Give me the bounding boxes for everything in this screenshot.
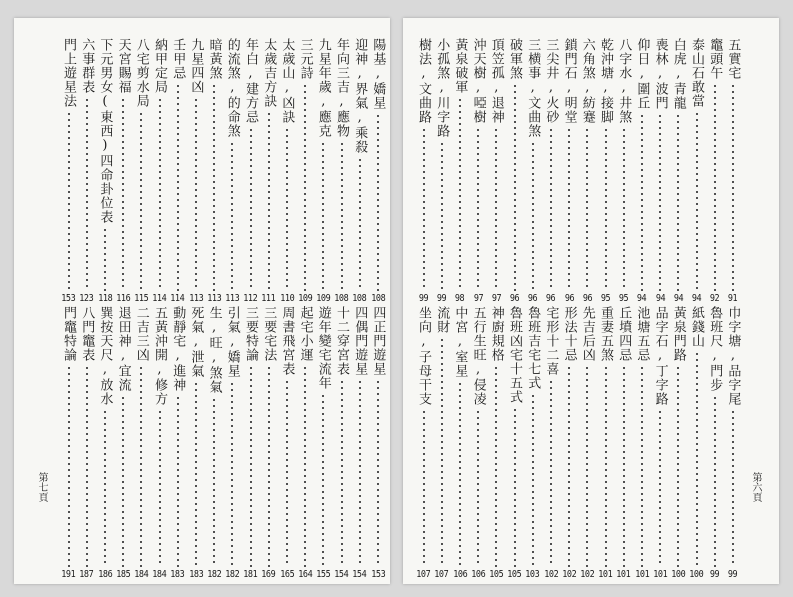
dot-leader [341,141,343,291]
toc-entry [206,38,223,304]
toc-entry [78,38,95,304]
dot-leader [677,365,679,567]
toc-entry-page-number: 182 [225,569,240,580]
dot-leader [732,83,734,291]
toc-entry-title: 泰山石敢當 [689,38,704,108]
toc-entry-title: 竈頭午 [707,38,723,80]
toc-entry-title: 三元詩 [297,38,313,80]
toc-entry [260,306,277,580]
toc-entry-page-number: 102 [543,569,558,580]
toc-entry [297,306,314,580]
dot-leader [696,111,698,291]
toc-entry-page-number: 113 [207,293,222,304]
toc-entry-page-number: 94 [691,293,702,304]
toc-entry-title: 巾字塘,品字尾 [725,306,741,406]
toc-entry-page-number: 108 [370,293,385,304]
toc-entry-page-number: 92 [709,293,720,304]
dot-leader [250,365,252,567]
toc-entry-page-number: 155 [316,569,331,580]
toc-entry [597,306,614,580]
toc-entry-page-number: 96 [509,293,520,304]
toc-entry-title: 流財 [434,306,450,334]
dot-leader [441,337,443,567]
dot-leader [68,111,70,291]
toc-entry-page-number: 187 [79,569,94,580]
toc-entry-title: 三横事,文曲煞 [525,38,541,138]
toc-entry [60,306,77,580]
toc-entry-page-number: 96 [546,293,556,304]
toc-entry-title: 四正門遊星 [370,306,386,376]
dot-leader [304,83,306,291]
toc-entry [433,306,450,580]
toc-entry-page-number: 116 [116,293,131,304]
dot-leader [423,409,425,567]
dot-leader [641,365,643,567]
toc-entry-page-number: 97 [491,293,501,304]
dot-leader [322,393,324,567]
toc-entry-page-number: 99 [436,293,447,304]
toc-entry-page-number: 103 [525,569,540,580]
toc-entry-page-number: 118 [97,293,112,304]
toc-entry [242,38,259,304]
dot-leader [514,407,516,567]
toc-entry-title: 重妻五煞 [598,306,613,362]
toc-entry-page-number: 123 [79,293,94,304]
toc-entry-page-number: 105 [489,569,504,580]
toc-entry-title: 神廚規格 [488,306,504,362]
dot-leader [696,351,698,567]
toc-entry-page-number: 99 [728,569,738,580]
dot-leader [104,409,106,567]
dot-leader [732,409,734,567]
toc-entry-title: 小孤煞,川字路 [434,38,450,138]
toc-entry [351,38,368,304]
toc-entry-title: 魯班尺,門步 [707,306,723,392]
toc-entry [470,306,487,580]
toc-entry-page-number: 108 [352,293,367,304]
toc-entry [524,306,541,580]
toc-entry-page-number: 186 [97,569,112,580]
toc-entry-title: 陽基,嬌星 [370,38,386,110]
toc-entry [187,306,204,580]
toc-entry-title: 喪林,波門 [652,38,668,110]
dot-leader [459,381,461,567]
toc-entry-page-number: 154 [352,569,367,580]
toc-entry-title: 起宅小運 [297,306,313,362]
toc-entry-page-number: 113 [225,293,240,304]
toc-entry-page-number: 183 [170,569,185,580]
toc-entry [115,38,132,304]
toc-entry [224,38,241,304]
left-page-folio: 第七頁 [36,472,47,502]
dot-leader [714,83,716,291]
left-page [14,18,390,584]
toc-entry [351,306,368,580]
toc-entry-page-number: 101 [653,569,668,580]
toc-entry-page-number: 95 [618,293,629,304]
toc-entry-title: 九星四凶 [188,38,204,94]
toc-entry-title: 仰日,圍丘 [634,38,650,110]
toc-entry [169,38,186,304]
toc-entry-page-number: 98 [455,293,465,304]
toc-entry [597,38,614,304]
toc-entry [133,38,150,304]
toc-entry-page-number: 181 [243,569,258,580]
dot-leader [659,409,661,567]
toc-entry [315,38,332,304]
toc-entry [115,306,132,580]
toc-entry [470,38,487,304]
dot-leader [322,141,324,291]
toc-entry-title: 丘墳四忌 [616,306,632,362]
toc-entry-page-number: 91 [728,293,738,304]
toc-entry-title: 白虎,青龍 [670,38,686,110]
toc-entry-page-number: 182 [207,569,222,580]
toc-entry-title: 黃泉破軍 [452,38,468,94]
toc-entry-page-number: 94 [673,293,683,304]
toc-entry-title: 池塘五忌 [634,306,650,362]
toc-entry-title: 紙錢山 [689,306,704,348]
toc-entry [488,306,505,580]
toc-entry [451,38,468,304]
toc-entry-title: 先吉后凶 [579,306,595,362]
toc-entry-title: 五行生旺,侵凌 [470,306,486,406]
dot-leader [586,127,588,291]
toc-entry-title: 下元男女(東西)四命卦位表 [97,38,113,224]
toc-entry-title: 納甲定局 [152,38,167,94]
dot-leader [122,395,124,567]
toc-entry-page-number: 191 [61,569,76,580]
toc-entry-page-number: 95 [600,293,611,304]
toc-entry [670,306,687,580]
toc-entry-page-number: 109 [298,293,313,304]
toc-entry-page-number: 164 [298,569,313,580]
toc-entry-title: 的流煞,的命煞 [224,38,240,138]
toc-entry-title: 壬甲忌 [170,38,186,80]
toc-entry-title: 品字石,丁字路 [652,306,668,406]
toc-entry-title: 五實宅 [725,38,741,80]
dot-leader [605,127,607,291]
toc-entry [652,38,669,304]
toc-entry-page-number: 165 [279,569,294,580]
toc-entry-title: 太歲吉方訣 [261,38,277,108]
dot-leader [86,365,88,567]
toc-entry [242,306,259,580]
toc-entry [706,38,723,304]
toc-entry [615,306,632,580]
dot-leader [195,381,197,567]
dot-leader [231,141,233,291]
toc-entry [615,38,632,304]
dot-leader [140,365,142,567]
toc-entry-page-number: 99 [709,569,720,580]
dot-leader [286,379,288,567]
toc-entry-page-number: 102 [562,569,577,580]
dot-leader [659,113,661,291]
dot-leader [514,83,516,291]
toc-entry-page-number: 112 [243,293,258,304]
toc-entry-title: 巽按天尺,放水 [97,306,113,406]
toc-entry-page-number: 184 [152,569,167,580]
toc-entry [278,306,295,580]
dot-leader [550,379,552,567]
toc-entry [561,38,578,304]
dot-leader [359,157,361,291]
toc-entry-title: 坐向,子母干支 [416,306,431,406]
toc-entry-page-number: 115 [134,293,149,304]
toc-entry [561,306,578,580]
dot-leader [377,379,379,567]
toc-entry-page-number: 96 [527,293,538,304]
toc-entry-title: 魯班吉宅七式 [525,306,541,390]
toc-entry-title: 三尖井,火砂 [543,38,559,124]
toc-entry-page-number: 153 [370,569,385,580]
toc-entry-title: 乾沖塘,接脚 [598,38,613,124]
dot-leader [641,113,643,291]
toc-entry-page-number: 105 [507,569,522,580]
toc-entry-title: 門上遊星法 [61,38,76,108]
toc-entry [187,38,204,304]
toc-entry [278,38,295,304]
dot-leader [104,227,106,291]
toc-entry [524,38,541,304]
toc-entry-page-number: 101 [634,569,649,580]
toc-entry [224,306,241,580]
toc-entry-title: 中宮,室星 [452,306,468,378]
toc-entry [652,306,669,580]
toc-entry [451,306,468,580]
dot-leader [213,83,215,291]
toc-entry-title: 四偶門遊星 [352,306,368,376]
toc-entry [488,38,505,304]
dot-leader [623,127,625,291]
toc-entry [415,38,432,304]
toc-entry [542,306,559,580]
dot-leader [714,395,716,567]
toc-entry-title: 遊年變宅流年 [315,306,331,390]
toc-entry-page-number: 153 [61,293,76,304]
toc-entry [433,38,450,304]
toc-entry-title: 黃泉門路 [670,306,686,362]
dot-leader [268,365,270,567]
toc-entry [169,306,186,580]
toc-entry-title: 五黃沖開,修方 [152,306,167,406]
toc-entry-title: 鎖門石,明堂 [561,38,577,124]
toc-entry-title: 六角煞,紡蹇 [579,38,595,124]
dot-leader [213,397,215,567]
toc-entry-title: 年白,建方忌 [243,38,258,124]
dot-leader [532,393,534,567]
toc-entry-page-number: 97 [473,293,483,304]
toc-entry [633,38,650,304]
dot-leader [568,127,570,291]
toc-entry-title: 八字水,井煞 [616,38,632,124]
toc-entry-page-number: 184 [134,569,149,580]
dot-leader [159,409,161,567]
toc-entry-title: 魯班凶宅十五式 [507,306,522,404]
dot-leader [495,127,497,291]
toc-entry [688,38,705,304]
toc-entry [633,306,650,580]
toc-entry-title: 沖天樹,啞樹 [470,38,486,124]
toc-entry-page-number: 101 [598,569,613,580]
toc-entry-page-number: 113 [188,293,203,304]
toc-entry-page-number: 110 [279,293,294,304]
toc-entry-page-number: 100 [671,569,686,580]
toc-entry [297,38,314,304]
dot-leader [286,127,288,291]
toc-entry-page-number: 106 [471,569,486,580]
toc-entry-title: 樹法,文曲路 [416,38,431,124]
toc-entry [688,306,705,580]
toc-entry [260,38,277,304]
toc-entry-title: 引氣,嬌星 [224,306,240,378]
dot-leader [177,83,179,291]
toc-entry [60,38,77,304]
toc-entry-page-number: 183 [188,569,203,580]
toc-entry-title: 八宅剪水局 [133,38,149,108]
dot-leader [677,113,679,291]
toc-entry [96,306,113,580]
toc-entry-title: 太歲山,凶訣 [279,38,295,124]
dot-leader [268,111,270,291]
dot-leader [532,141,534,291]
toc-entry-title: 三要特論 [243,306,258,362]
toc-entry-title: 退田神,宜流 [115,306,131,392]
dot-leader [177,395,179,567]
dot-leader [341,379,343,567]
dot-leader [359,379,361,567]
right-page-folio: 第六頁 [750,472,761,502]
toc-entry [724,38,741,304]
dot-leader [68,365,70,567]
toc-entry [369,306,386,580]
toc-entry [206,306,223,580]
toc-entry-title: 頂笠孤,退神 [488,38,504,124]
toc-entry-page-number: 102 [580,569,595,580]
toc-entry-page-number: 99 [418,293,429,304]
dot-leader [423,127,425,291]
toc-entry-page-number: 107 [416,569,431,580]
toc-entry-page-number: 169 [261,569,276,580]
toc-entry [579,306,596,580]
toc-entry [415,306,432,580]
toc-entry-page-number: 100 [689,569,704,580]
right-page [403,18,779,584]
toc-entry-page-number: 109 [316,293,331,304]
toc-entry-page-number: 106 [452,569,467,580]
toc-entry-title: 破軍煞 [507,38,522,80]
dot-leader [250,127,252,291]
toc-entry-title: 八門竈表 [79,306,95,362]
toc-entry [369,38,386,304]
toc-entry-page-number: 101 [616,569,631,580]
toc-entry [506,38,523,304]
dot-leader [495,365,497,567]
toc-entry-title: 年向三吉,應物 [334,38,349,138]
toc-entry-page-number: 96 [564,293,574,304]
toc-entry-page-number: 108 [334,293,349,304]
toc-entry-page-number: 114 [152,293,167,304]
toc-entry [78,306,95,580]
toc-entry [706,306,723,580]
dot-leader [605,365,607,567]
dot-leader [304,365,306,567]
dot-leader [122,97,124,291]
toc-entry [151,306,168,580]
dot-leader [140,111,142,291]
toc-entry [96,38,113,304]
dot-leader [477,409,479,567]
toc-entry-title: 暗黃煞 [206,38,222,80]
toc-entry-page-number: 94 [655,293,665,304]
toc-entry-page-number: 154 [334,569,349,580]
toc-entry-title: 宅形十二喜 [543,306,559,376]
toc-entry-page-number: 111 [261,293,276,304]
toc-entry [579,38,596,304]
toc-entry [315,306,332,580]
toc-entry-page-number: 185 [116,569,131,580]
toc-entry [133,306,150,580]
dot-leader [586,365,588,567]
toc-entry-title: 十二穿宮表 [334,306,349,376]
dot-leader [568,365,570,567]
dot-leader [159,97,161,291]
dot-leader [377,113,379,291]
dot-leader [231,381,233,567]
toc-entry-page-number: 96 [582,293,592,304]
dot-leader [459,97,461,291]
toc-entry-title: 迎神,界氣,乘殺 [352,38,368,154]
toc-entry [151,38,168,304]
toc-entry-title: 二吉三凶 [133,306,149,362]
toc-entry-title: 死氣,泄氣 [188,306,204,378]
dot-leader [86,97,88,291]
toc-entry-page-number: 107 [434,569,449,580]
toc-entry-title: 六事群表 [79,38,95,94]
toc-entry [333,306,350,580]
toc-entry-title: 九星年歲,應克 [315,38,331,138]
toc-entry [670,38,687,304]
toc-entry-title: 形法十忌 [561,306,577,362]
dot-leader [623,365,625,567]
toc-entry-title: 天宮賜福 [115,38,131,94]
dot-leader [195,97,197,291]
dot-leader [477,127,479,291]
dot-leader [550,127,552,291]
toc-entry-page-number: 114 [170,293,185,304]
dot-leader [441,141,443,291]
toc-entry [542,38,559,304]
toc-entry [506,306,523,580]
toc-entry-page-number: 94 [637,293,647,304]
toc-entry-title: 周書飛宮表 [279,306,295,376]
toc-entry-title: 門竈特論 [61,306,76,362]
toc-entry-title: 動靜宅,進神 [170,306,186,392]
toc-entry-title: 三要宅法 [261,306,277,362]
toc-entry [333,38,350,304]
toc-entry [724,306,741,580]
toc-entry-title: 生,旺,煞氣 [206,306,222,394]
